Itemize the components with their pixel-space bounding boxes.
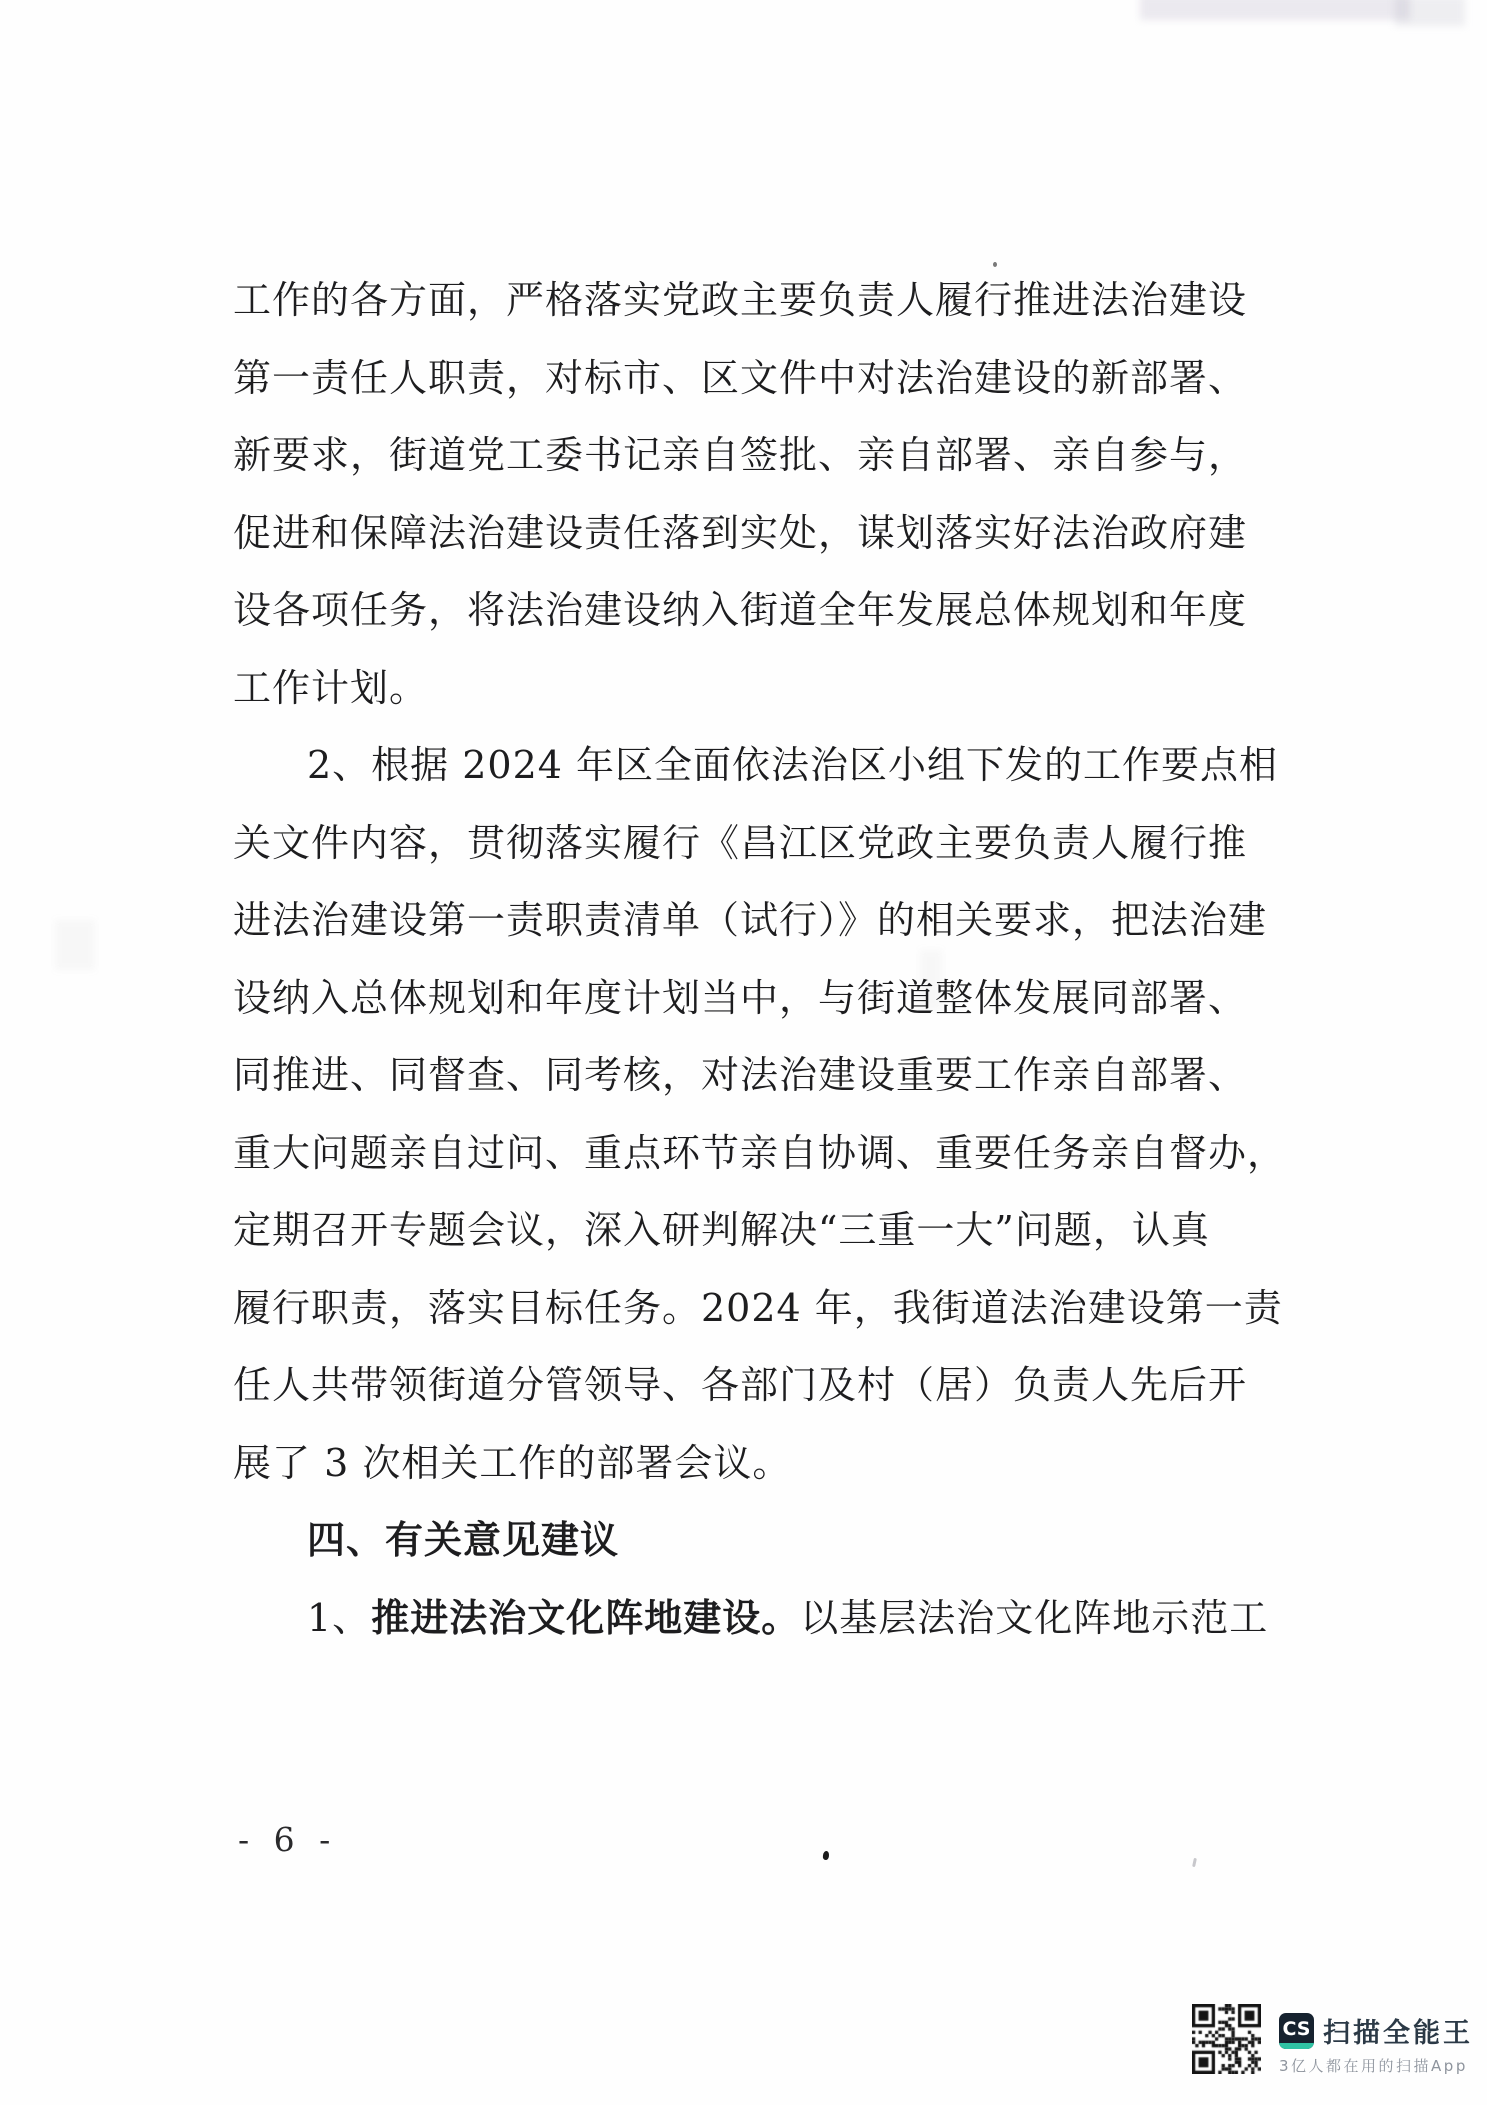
scan-smudge	[1140, 0, 1410, 20]
text-line	[233, 1347, 1248, 1425]
body-text-span: 重大问题亲自过问、重点环节亲自协调、重要任务亲自督办，	[233, 1130, 1287, 1175]
body-text-span: 履行职责，落实目标任务。2024 年，我街道法治建设第一责	[233, 1285, 1283, 1330]
text-line	[233, 495, 1248, 573]
text-line	[233, 417, 1248, 495]
body-text-span: 以基层法治文化阵地示范工	[800, 1595, 1269, 1640]
bold-text-span: 四、有关意见建议	[307, 1518, 620, 1562]
page-number: - 6 -	[238, 1820, 338, 1859]
body-text-span: 定期召开专题会议，深入研判解决“三重一大”问题，认真	[233, 1208, 1210, 1252]
body-text-span: 新要求，街道党工委书记亲自签批、亲自部署、亲自参与，	[233, 433, 1248, 477]
body-text-span: 任人共带领街道分管领导、各部门及村（居）负责人先后开	[233, 1363, 1248, 1407]
qr-code-icon	[1192, 2004, 1261, 2074]
text-line	[233, 262, 1248, 340]
text-line	[233, 960, 1248, 1038]
body-text-span: 关文件内容，贯彻落实履行《昌江区党政主要负责人履行推	[233, 820, 1248, 865]
scan-smudge	[55, 920, 95, 970]
bold-text-span: 推进法治文化阵地建设。	[371, 1595, 801, 1640]
text-line	[233, 727, 1279, 805]
text-line	[233, 572, 1248, 650]
ink-speck	[822, 1851, 829, 1861]
body-text-span: 2、根据 2024 年区全面依法治区小组下发的工作要点相	[307, 743, 1279, 787]
text-line	[233, 1580, 1269, 1658]
text-line	[233, 805, 1248, 883]
body-text-span: 进法治建设第一责职责清单（试行）》的相关要求，把法治建	[233, 898, 1268, 942]
body-text-span: 设纳入总体规划和年度计划当中，与街道整体发展同部署、	[233, 975, 1248, 1020]
scan-smudge	[1395, 0, 1465, 26]
body-text-span: 工作计划。	[233, 665, 429, 710]
text-line	[233, 882, 1268, 960]
camscanner-logo-accent	[1279, 2043, 1314, 2049]
text-line	[233, 1270, 1283, 1348]
text-line	[233, 340, 1248, 418]
body-text-span: 工作的各方面，严格落实党政主要负责人履行推进法治建设	[233, 278, 1248, 322]
camscanner-app-name: 扫描全能王	[1323, 2018, 1473, 2049]
camscanner-watermark	[1192, 2003, 1472, 2093]
body-text	[233, 262, 1287, 1657]
text-line	[233, 1115, 1287, 1193]
body-text-span: 展了 3 次相关工作的部署会议。	[233, 1440, 792, 1485]
camscanner-logo-text: CS	[1282, 2018, 1311, 2040]
body-text-span: 促进和保障法治建设责任落到实处，谋划落实好法治政府建	[233, 510, 1248, 555]
text-line	[233, 1192, 1243, 1270]
body-text-span: 第一责任人职责，对标市、区文件中对法治建设的新部署、	[233, 355, 1248, 400]
ink-speck	[1192, 1858, 1197, 1867]
camscanner-logo-icon	[1279, 2013, 1314, 2049]
text-line	[233, 650, 1243, 728]
text-line	[233, 1037, 1248, 1115]
camscanner-tagline: 3亿人都在用的扫描App	[1279, 2057, 1468, 2075]
text-line	[233, 1502, 1243, 1580]
body-text-span: 设各项任务，将法治建设纳入街道全年发展总体规划和年度	[233, 588, 1248, 632]
text-line	[233, 1425, 1243, 1503]
body-text-span: 1、	[307, 1595, 372, 1640]
body-text-span: 同推进、同督查、同考核，对法治建设重要工作亲自部署、	[233, 1053, 1248, 1097]
